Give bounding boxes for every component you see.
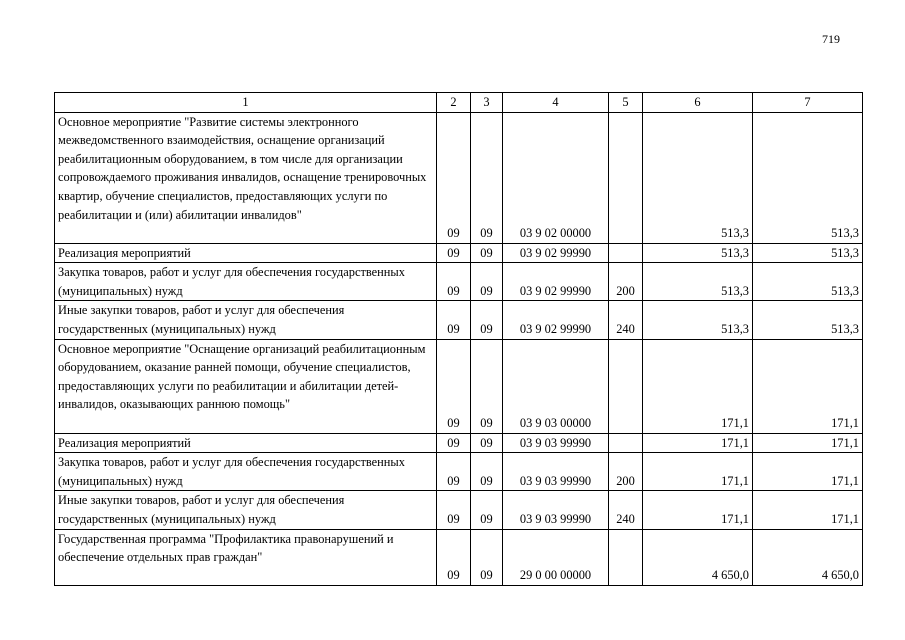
table-row bbox=[55, 529, 863, 585]
row-expense-type: 200 bbox=[609, 263, 643, 301]
row-section: 09 bbox=[437, 112, 471, 243]
row-target-article: 03 9 03 99990 bbox=[503, 453, 609, 491]
row-expense-type bbox=[609, 433, 643, 453]
table-row bbox=[55, 243, 863, 263]
row-amount-col6: 171,1 bbox=[643, 453, 753, 491]
table-row bbox=[55, 433, 863, 453]
table-row bbox=[55, 301, 863, 339]
row-expense-type: 200 bbox=[609, 453, 643, 491]
row-subsection: 09 bbox=[471, 339, 503, 433]
row-section: 09 bbox=[437, 433, 471, 453]
row-target-article: 03 9 02 99990 bbox=[503, 301, 609, 339]
column-header: 5 bbox=[609, 93, 643, 113]
column-header: 7 bbox=[753, 93, 863, 113]
row-amount-col6: 513,3 bbox=[643, 112, 753, 243]
row-name: Закупка товаров, работ и услуг для обеспечения государственных (муниципальных) нужд bbox=[55, 263, 437, 301]
row-section: 09 bbox=[437, 263, 471, 301]
row-target-article: 29 0 00 00000 bbox=[503, 529, 609, 585]
row-amount-col7: 4 650,0 bbox=[753, 529, 863, 585]
row-name: Реализация мероприятий bbox=[55, 433, 437, 453]
row-expense-type: 240 bbox=[609, 491, 643, 529]
row-section: 09 bbox=[437, 339, 471, 433]
row-expense-type: 240 bbox=[609, 301, 643, 339]
row-amount-col7: 171,1 bbox=[753, 433, 863, 453]
row-expense-type bbox=[609, 243, 643, 263]
row-target-article: 03 9 02 99990 bbox=[503, 243, 609, 263]
row-name: Реализация мероприятий bbox=[55, 243, 437, 263]
row-amount-col6: 171,1 bbox=[643, 433, 753, 453]
row-section: 09 bbox=[437, 243, 471, 263]
row-name: Иные закупки товаров, работ и услуг для обеспечения государственных (муниципальных) нужд bbox=[55, 491, 437, 529]
row-subsection: 09 bbox=[471, 491, 503, 529]
table-row bbox=[55, 491, 863, 529]
column-header: 6 bbox=[643, 93, 753, 113]
row-target-article: 03 9 02 99990 bbox=[503, 263, 609, 301]
row-name: Иные закупки товаров, работ и услуг для обеспечения государственных (муниципальных) нужд bbox=[55, 301, 437, 339]
column-header: 1 bbox=[55, 93, 437, 113]
row-subsection: 09 bbox=[471, 263, 503, 301]
row-expense-type bbox=[609, 529, 643, 585]
row-amount-col6: 171,1 bbox=[643, 491, 753, 529]
table-row bbox=[55, 112, 863, 243]
row-target-article: 03 9 03 99990 bbox=[503, 491, 609, 529]
budget-table bbox=[54, 92, 863, 586]
row-subsection: 09 bbox=[471, 243, 503, 263]
row-target-article: 03 9 02 00000 bbox=[503, 112, 609, 243]
row-expense-type bbox=[609, 112, 643, 243]
row-section: 09 bbox=[437, 301, 471, 339]
row-amount-col6: 513,3 bbox=[643, 263, 753, 301]
row-amount-col6: 513,3 bbox=[643, 301, 753, 339]
column-header: 3 bbox=[471, 93, 503, 113]
column-header: 2 bbox=[437, 93, 471, 113]
row-section: 09 bbox=[437, 529, 471, 585]
row-subsection: 09 bbox=[471, 529, 503, 585]
row-amount-col7: 171,1 bbox=[753, 339, 863, 433]
row-name: Государственная программа "Профилактика правонарушений и обеспечение отдельных прав граждан" bbox=[55, 529, 437, 585]
row-amount-col7: 513,3 bbox=[753, 301, 863, 339]
row-amount-col7: 513,3 bbox=[753, 112, 863, 243]
table-header-row bbox=[55, 93, 863, 113]
row-section: 09 bbox=[437, 491, 471, 529]
table-row bbox=[55, 453, 863, 491]
row-amount-col6: 171,1 bbox=[643, 339, 753, 433]
row-section: 09 bbox=[437, 453, 471, 491]
row-name: Основное мероприятие "Оснащение организаций реабилитационным оборудованием, оказание ранней помощи, обучение специалистов, предоставляющих услуги по реабилитации и абилитации детей-инвалидов, оказывающих раннюю помощь" bbox=[55, 339, 437, 433]
row-target-article: 03 9 03 00000 bbox=[503, 339, 609, 433]
row-amount-col7: 513,3 bbox=[753, 243, 863, 263]
table-row bbox=[55, 339, 863, 433]
row-name: Закупка товаров, работ и услуг для обеспечения государственных (муниципальных) нужд bbox=[55, 453, 437, 491]
table-row bbox=[55, 263, 863, 301]
row-amount-col6: 4 650,0 bbox=[643, 529, 753, 585]
row-amount-col7: 513,3 bbox=[753, 263, 863, 301]
row-name: Основное мероприятие "Развитие системы электронного межведомственного взаимодействия, оснащение организаций реабилитационным оборудованием, в том числе для организации сопровождаемого проживания инвалидов, оснащение тренировочных квартир, обучение специалистов, предоставляющих услуги по реабилитации и (или) абилитации инвалидов" bbox=[55, 112, 437, 243]
row-subsection: 09 bbox=[471, 301, 503, 339]
row-subsection: 09 bbox=[471, 433, 503, 453]
row-amount-col7: 171,1 bbox=[753, 453, 863, 491]
row-target-article: 03 9 03 99990 bbox=[503, 433, 609, 453]
page-number: 719 bbox=[822, 32, 840, 46]
row-expense-type bbox=[609, 339, 643, 433]
row-subsection: 09 bbox=[471, 112, 503, 243]
row-amount-col7: 171,1 bbox=[753, 491, 863, 529]
row-subsection: 09 bbox=[471, 453, 503, 491]
column-header: 4 bbox=[503, 93, 609, 113]
row-amount-col6: 513,3 bbox=[643, 243, 753, 263]
